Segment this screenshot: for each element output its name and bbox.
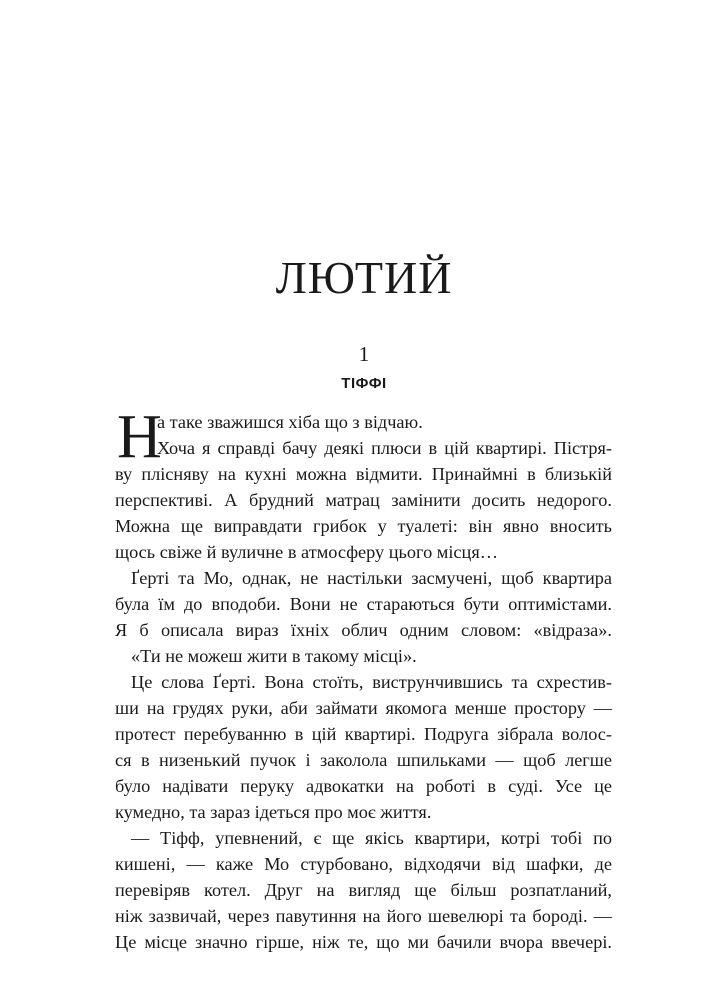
text-line: «Ти не можеш жити в такому місці». bbox=[131, 646, 417, 666]
text-line: перспективі. А брудний матрац замінити досить недорого. bbox=[115, 490, 612, 510]
text-line: ши на грудях руки, аби займати якомога менше простору — bbox=[115, 698, 612, 718]
text-line: була їм до вподоби. Вони не стараються бути оптимістами. bbox=[115, 594, 612, 614]
text-line: а таке зважишся хіба що з відчаю. bbox=[157, 412, 423, 432]
text-line: протест перебуванню в цій квартирі. Подруга зібрала волос- bbox=[115, 724, 612, 744]
text-line: кумедно, та зараз ідеться про моє життя. bbox=[115, 802, 432, 822]
text-line: Я б описала вираз їхніх облич одним словом: «відраза». bbox=[115, 620, 612, 640]
text-line: Це місце значно гірше, ніж те, що ми бачили вчора ввечері. bbox=[115, 932, 612, 952]
text-lines bbox=[115, 403, 612, 955]
text-line: ніж зазвичай, через павутиння на його шевелюрі та бороді. — bbox=[115, 906, 612, 926]
drop-cap: Н bbox=[117, 403, 162, 471]
text-line: Це слова Ґерті. Вона стоїть, виструнчившись та схрестив- bbox=[131, 672, 612, 692]
text-line: перевіряв котел. Друг на вигляд ще більш розпатланий, bbox=[115, 880, 612, 900]
text-line: щось свіже й вуличне в атмосферу цього місця… bbox=[115, 542, 499, 562]
text-line: ву плісняву на кухні можна відмити. Принаймні в близькій bbox=[115, 464, 612, 484]
text-line: було надівати перуку адвокатки на роботі в суді. Усе це bbox=[115, 776, 612, 796]
text-line: — Тіфф, упевнений, є ще якісь квартири, котрі тобі по bbox=[131, 828, 612, 848]
body-text bbox=[115, 403, 612, 955]
section-number: 1 bbox=[358, 342, 370, 366]
text-line: Можна ще виправдати грибок у туалеті: він явно вносить bbox=[115, 516, 612, 536]
section-name: ТІФФІ bbox=[341, 375, 387, 392]
text-line: ся в низенький пучок і заколола шпильками — щоб легше bbox=[115, 750, 612, 770]
text-line: Хоча я справді бачу деякі плюси в цій квартирі. Пістря- bbox=[157, 438, 612, 458]
text-line: Ґерті та Мо, однак, не настільки засмучені, щоб квартира bbox=[131, 568, 612, 588]
text-line: кишені, — каже Мо стурбовано, відходячи від шафки, де bbox=[115, 854, 612, 874]
chapter-title: ЛЮТИЙ bbox=[275, 252, 453, 303]
